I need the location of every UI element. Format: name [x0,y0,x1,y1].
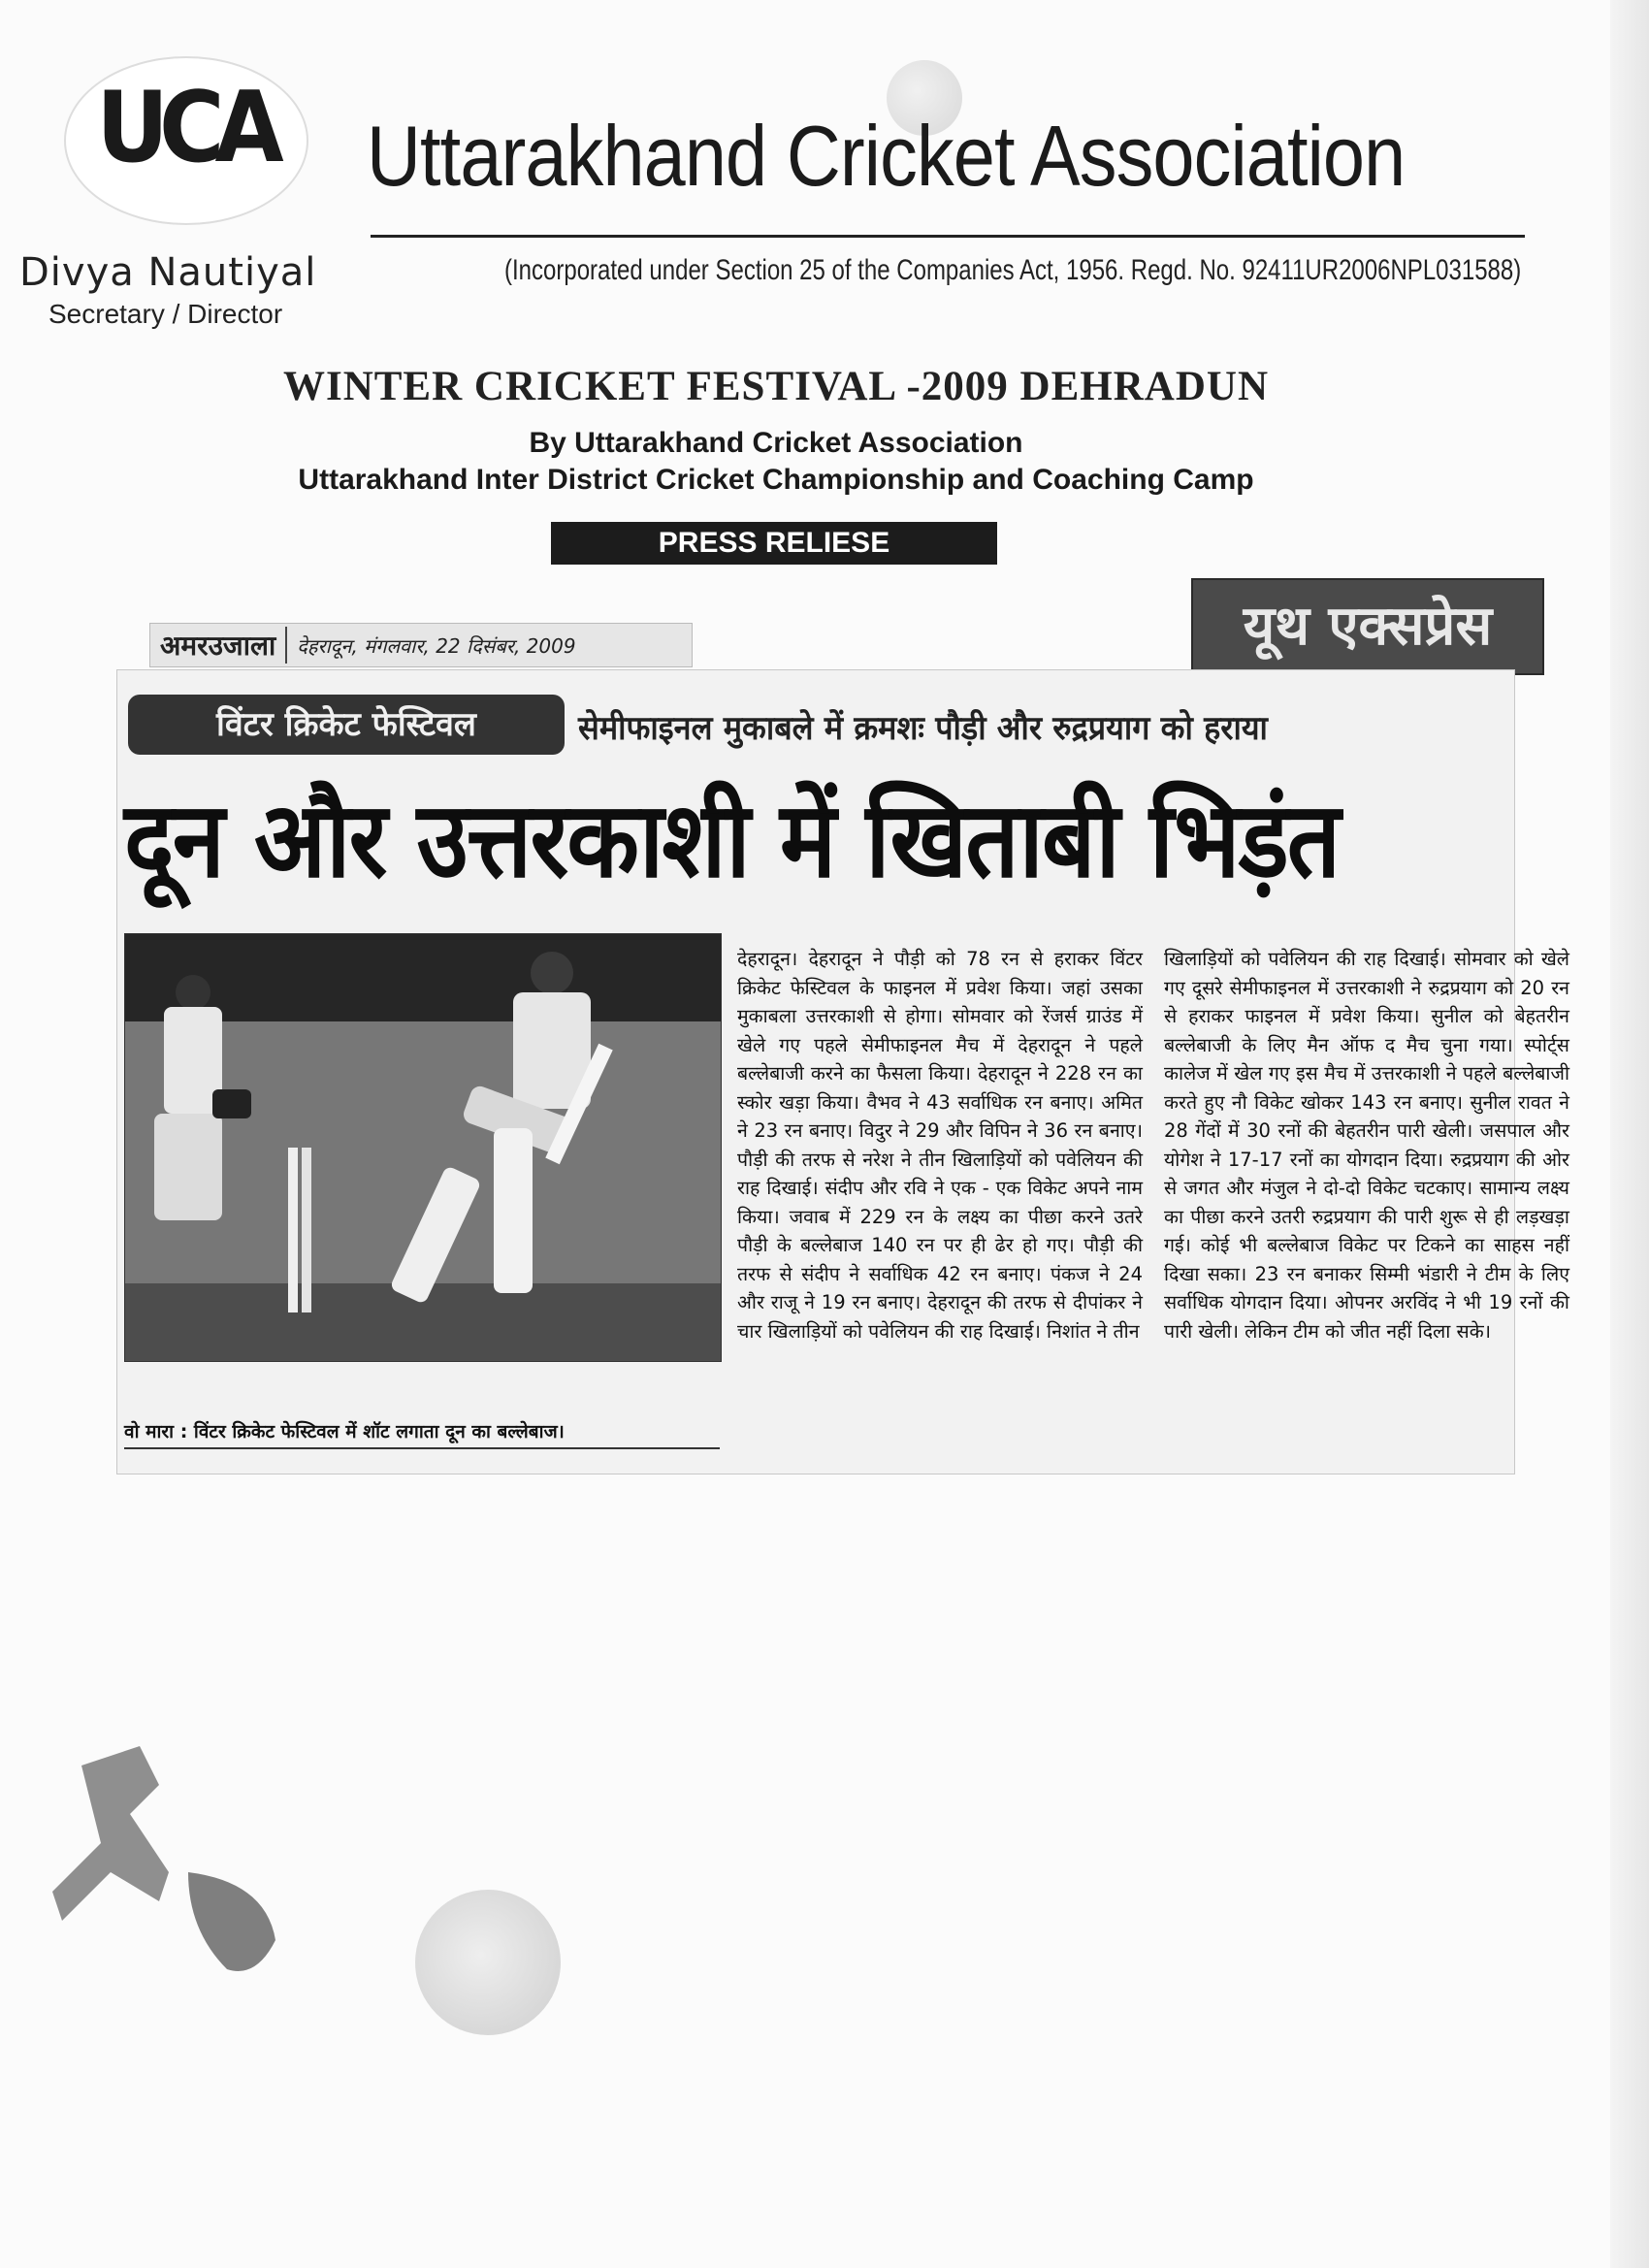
press-release-label: PRESS RELIESE [551,522,997,565]
festival-title: WINTER CRICKET FESTIVAL -2009 DEHRADUN [282,364,1270,409]
cricket-player-watermark-icon [43,1727,305,2018]
article-column-1: देहरादून। देहरादून ने पौड़ी को 78 रन से हराकर विंटर क्रिकेट फेस्टिवल के फाइनल में प्रवेश किया। जहां उसका मुकाबला उत्तरकाशी से होगा। सोमवार को रेंजर्स ग्राउंड में खेले गए पहले सेमीफाइनल मैच में देहरादून ने पहले बल्लेबाजी करने का फैसला किया। देहरादून ने 228 रन का स्कोर खड़ा किया। वैभव ने 43 सर्वाधिक रन बनाए। अमित ने 23 रन बनाए। विदुर ने 29 और विपिन ने 36 रन बनाए। पौड़ी की तरफ से नरेश ने तीन खिलाड़ियों को पवेलियन की राह दिखाई। संदीप और रवि ने एक - एक विकेट अपने नाम किया। जवाब में 229 रन के लक्ष्य का पीछा करने उतरे पौड़ी के बल्लेबाज 140 रन पर ही ढेर हो गए। पौड़ी की तरफ से संदीप ने सर्वाधिक 42 रन बनाए। पंकज ने 24 और राजू ने 19 रन बनाए। देहरादून की तरफ से दीपांकर ने चार खिलाड़ियों को पवेलियन की राह दिखाई। निशांत ने तीन [737,948,1143,1343]
page-edge [1610,0,1649,2268]
masthead-date: देहरादून, मंगलवार, 22 दिसंबर, 2009 [297,633,576,658]
subheadline: सेमीफाइनल मुकाबले में क्रमशः पौड़ी और रुद्रप्रयाग को हराया [578,709,1268,748]
incorporation-line: (Incorporated under Section 25 of the Companies Act, 1956. Regd. No. 92411UR2006NPL031588) [504,254,1522,286]
header-divider [371,235,1525,238]
by-line: By Uttarakhand Cricket Association [529,427,1023,459]
youth-express-label: यूथ एक्सप्रेस [1191,578,1544,675]
championship-line: Uttarakhand Inter District Cricket Championship and Coaching Camp [298,464,1254,496]
cricket-ball-watermark-icon [415,1890,561,2035]
section-tag: विंटर क्रिकेट फेस्टिवल [128,695,565,755]
secretary-title: Secretary / Director [48,299,283,329]
org-name: Uttarakhand Cricket Association [367,108,1406,204]
newspaper-masthead [149,623,693,667]
cricket-match-photo [124,933,722,1362]
secretary-name: Divya Nautiyal [19,250,317,295]
headline: दून और उत्तरकाशी में खिताबी भिड़ंत [124,780,1340,901]
photo-caption: वो मारा : विंटर क्रिकेट फेस्टिवल में शॉट लगाता दून का बल्लेबाज। [124,1418,720,1449]
article-column-2: खिलाड़ियों को पवेलियन की राह दिखाई। सोमवार को खेले गए दूसरे सेमीफाइनल में उत्तरकाशी ने रुद्रप्रयाग को 20 रन से हराकर फाइनल में प्रवेश किया। सुनील को बेहतरीन बल्लेबाजी के लिए मैन ऑफ द मैच चुना गया। स्पोर्ट्स कालेज में खेल गए इस मैच में उत्तरकाशी ने पहले बल्लेबाजी करते हुए नौ विकेट खोकर 143 रन बनाए। सुनील रावत ने 28 गेंदों में 30 रनों की बेहतरीन पारी खेली। जसपाल और योगेश ने 17-17 रनों का योगदान दिया। रुद्रप्रयाग की ओर से जगत और मंजुल ने दो-दो विकेट चटकाए। सामान्य लक्ष्य का पीछा करने उतरी रुद्रप्रयाग की पारी शुरू से ही लड़खड़ा गई। कोई भी बल्लेबाज विकेट पर टिकने का साहस नहीं दिखा सका। 23 रन बनाकर सिम्मी भंडारी ने टीम के लिए सर्वाधिक योगदान दिया। ओपनर अरविंद ने भी 19 रनों की पारी खेली। लेकिन टीम को जीत नहीं दिला सके। [1164,948,1569,1343]
masthead-name: अमरउजाला [160,627,287,664]
uca-logo-text: UCA [96,70,275,185]
